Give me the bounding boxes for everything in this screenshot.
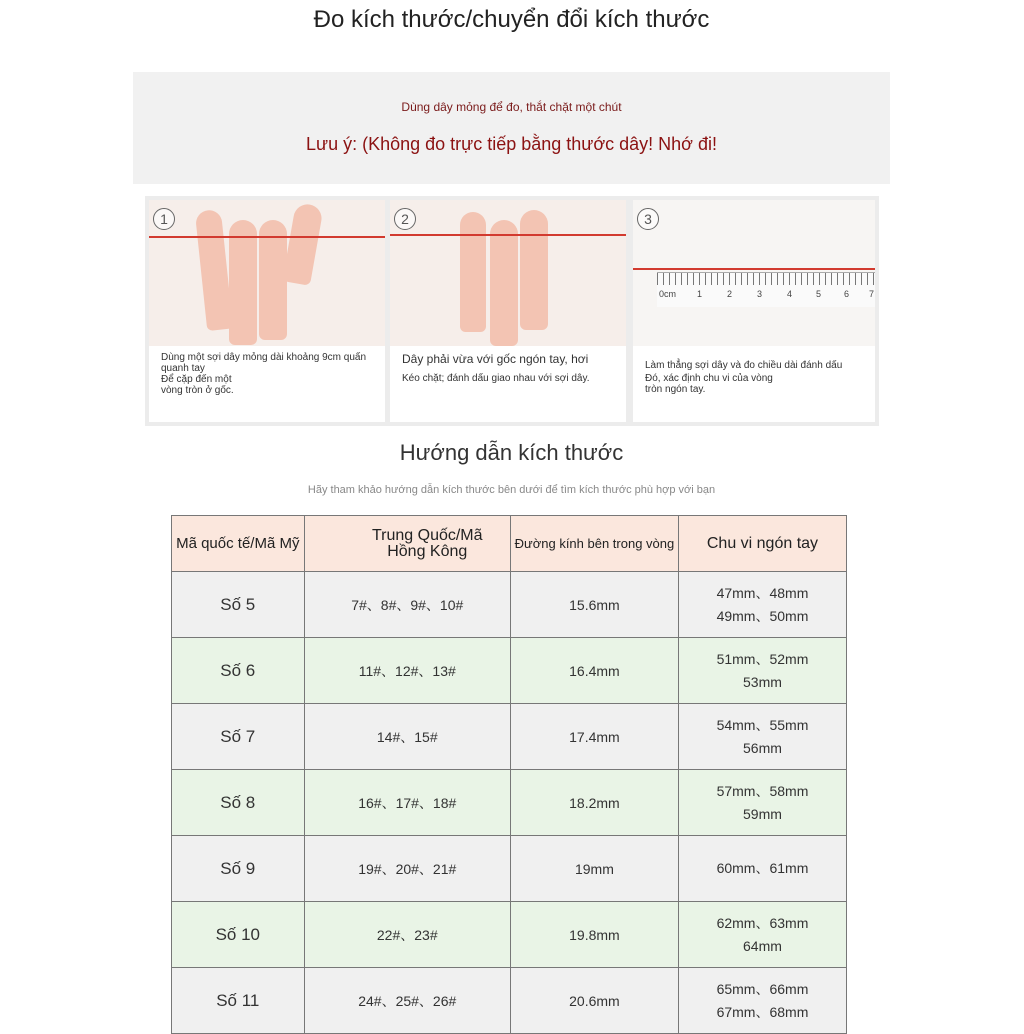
step-2-caption [402, 352, 617, 384]
caption-lead: Dây phải vừa với gốc ngón tay, hơi [402, 352, 589, 366]
string-line [390, 234, 626, 236]
inner-diameter-cell: 17.4mm [510, 704, 678, 770]
finger-shape [460, 212, 486, 332]
caption-line: quanh tay [161, 363, 205, 374]
size-chart-table [171, 515, 847, 1034]
string-line [633, 268, 875, 270]
ruler-ticks [657, 273, 875, 285]
china-hk-size-cell: 24#、25#、26# [304, 968, 510, 1034]
note-instruction: Dùng dây mỏng để đo, thắt chặt một chút [401, 100, 622, 114]
caption-line: tròn ngón tay. [645, 384, 706, 395]
finger-shape [229, 220, 257, 345]
col-header-international: Mã quốc tế/Mã Mỹ [172, 516, 305, 572]
ruler-label: 7 [869, 289, 875, 299]
china-hk-size-cell: 16#、17#、18# [304, 770, 510, 836]
circumference-line: 53mm [743, 673, 782, 690]
china-hk-size-cell: 19#、20#、21# [304, 836, 510, 902]
col-header-china-line1: Trung Quốc/Mã [371, 526, 483, 544]
step-1-caption [161, 352, 376, 396]
circumference-line: 67mm、68mm [716, 1003, 809, 1020]
table-row [172, 770, 847, 836]
step-1-hand-image [149, 200, 385, 346]
table-row [172, 572, 847, 638]
size-code-cell: Số 9 [172, 836, 305, 902]
col-header-inner-diameter: Đường kính bên trong vòng [510, 516, 678, 572]
circumference-line: 64mm [743, 937, 782, 954]
circumference-cell [678, 770, 846, 836]
circumference-line: 62mm、63mm [716, 914, 809, 931]
measurement-note [133, 72, 890, 184]
circumference-line: 65mm、66mm [716, 980, 809, 997]
inner-diameter-cell: 20.6mm [510, 968, 678, 1034]
ruler [657, 272, 875, 307]
circumference-cell [678, 572, 846, 638]
circumference-line: 57mm、58mm [716, 782, 809, 799]
size-code-cell: Số 5 [172, 572, 305, 638]
inner-diameter-cell: 16.4mm [510, 638, 678, 704]
caption-line: Làm thẳng sợi dây và đo chiều dài đánh dấu [645, 360, 843, 371]
table-row [172, 638, 847, 704]
ruler-label: 1 [697, 289, 703, 299]
ruler-label: 0cm [659, 289, 677, 299]
ruler-label: 4 [787, 289, 793, 299]
step-3 [633, 200, 875, 422]
size-code-cell: Số 10 [172, 902, 305, 968]
finger-shape [259, 220, 287, 340]
table-header-row [172, 516, 847, 572]
page-title: Đo kích thước/chuyển đổi kích thước [313, 6, 710, 33]
step-number-badge: 2 [394, 208, 416, 230]
step-number-badge: 1 [153, 208, 175, 230]
circumference-line: 49mm、50mm [716, 607, 809, 624]
china-hk-size-cell: 7#、8#、9#、10# [304, 572, 510, 638]
size-guide-title: Hướng dẫn kích thước [399, 440, 624, 465]
circumference-cell [678, 704, 846, 770]
circumference-line: 60mm、61mm [716, 860, 809, 876]
finger-shape [520, 210, 548, 330]
finger-shape [490, 220, 518, 346]
china-hk-size-cell: 22#、23# [304, 902, 510, 968]
size-guide-subtitle: Hãy tham khảo hướng dẫn kích thước bên dưới để tìm kích thước phù hợp với bạn [307, 484, 716, 496]
inner-diameter-cell: 18.2mm [510, 770, 678, 836]
ruler-label: 6 [844, 289, 850, 299]
string-line [149, 236, 385, 238]
step-2 [390, 200, 626, 422]
circumference-cell [678, 836, 846, 902]
caption-line: Đó, xác định chu vi của vòng [645, 373, 773, 384]
size-code-cell: Số 8 [172, 770, 305, 836]
size-code-cell: Số 7 [172, 704, 305, 770]
finger-shape [282, 202, 323, 286]
inner-diameter-cell: 19mm [510, 836, 678, 902]
step-3-caption [645, 360, 860, 395]
caption-line: Để cặp đến một [161, 374, 232, 385]
product-sheet [133, 0, 890, 1024]
china-hk-size-cell: 11#、12#、13# [304, 638, 510, 704]
size-code-cell: Số 6 [172, 638, 305, 704]
circumference-line: 51mm、52mm [716, 650, 809, 667]
table-row [172, 902, 847, 968]
step-2-hand-image [390, 200, 626, 346]
col-header-china-hk [304, 516, 510, 572]
circumference-line: 54mm、55mm [716, 716, 809, 733]
circumference-line: 47mm、48mm [716, 584, 809, 601]
col-header-china-line2: Hồng Kông [387, 542, 468, 560]
caption-line: vòng tròn ở gốc. [161, 385, 234, 396]
step-number-badge: 3 [637, 208, 659, 230]
size-code-cell: Số 11 [172, 968, 305, 1034]
table-row [172, 836, 847, 902]
circumference-line: 56mm [743, 739, 782, 756]
table-row [172, 704, 847, 770]
note-warning: Lưu ý: (Không đo trực tiếp bằng thước dây! Nhớ đi! [306, 134, 717, 154]
col-header-finger-circumference: Chu vi ngón tay [678, 516, 846, 572]
china-hk-size-cell: 14#、15# [304, 704, 510, 770]
ruler-label: 5 [816, 289, 822, 299]
caption-line: Dùng một sợi dây mỏng dài khoảng 9cm quấn [161, 352, 367, 363]
circumference-line: 59mm [743, 805, 782, 822]
ruler-label: 3 [757, 289, 763, 299]
circumference-cell [678, 902, 846, 968]
inner-diameter-cell: 19.8mm [510, 902, 678, 968]
step-1 [149, 200, 385, 422]
step-3-ruler-image [633, 200, 875, 346]
measurement-steps [145, 196, 879, 426]
caption-line: Kéo chặt; đánh dấu giao nhau với sợi dây. [402, 373, 590, 384]
circumference-cell [678, 638, 846, 704]
inner-diameter-cell: 15.6mm [510, 572, 678, 638]
finger-shape [195, 209, 233, 331]
ruler-label: 2 [727, 289, 733, 299]
